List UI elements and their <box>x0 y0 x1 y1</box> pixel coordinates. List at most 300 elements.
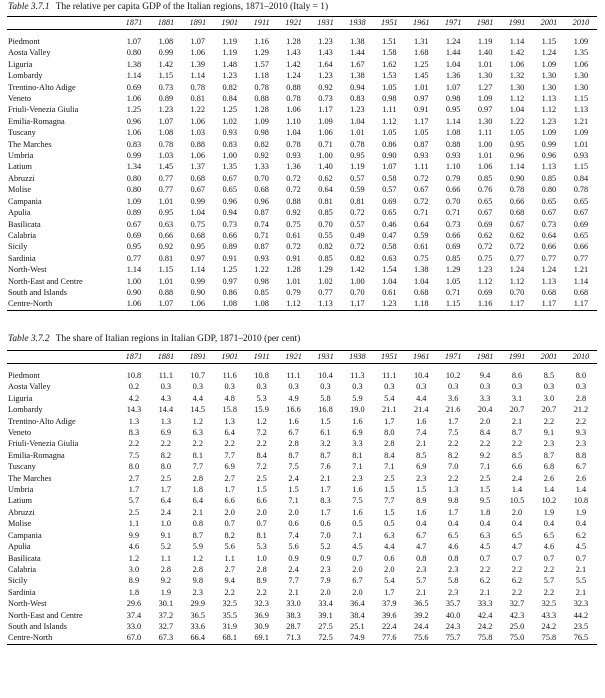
table-cell: 2.8 <box>192 564 203 574</box>
table-cell: 1.19 <box>350 162 365 172</box>
table-cell: 1.3 <box>160 416 172 426</box>
table-cell: 1.09 <box>477 94 493 104</box>
region-name: Trentino-Alto Adige <box>8 416 76 426</box>
table-cell: 43.3 <box>541 610 557 620</box>
table-cell: 1.06 <box>477 162 493 172</box>
table-cell: 2.7 <box>128 473 140 483</box>
table-cell: 2.3 <box>416 564 427 574</box>
table-cell: 4.4 <box>416 393 427 403</box>
table-cell: 0.92 <box>318 82 333 92</box>
table-cell: 0.9 <box>320 553 331 563</box>
region-name: Umbria <box>8 151 34 161</box>
table-cell: 1.57 <box>254 59 269 69</box>
year-header: 1951 <box>373 351 405 364</box>
table-cell: 75.0 <box>501 632 533 644</box>
table-cell: 0.77 <box>573 253 589 263</box>
table-cell: 1.19 <box>222 37 237 46</box>
table-cell: 0.3 <box>384 382 395 392</box>
table-cell: 8.3 <box>128 428 140 438</box>
year-header: 2001 <box>533 351 565 364</box>
region-name: Latium <box>8 496 32 506</box>
table-cell: 10.4 <box>413 371 429 380</box>
table-caption <box>8 334 300 344</box>
table-cell: 2.3 <box>352 473 363 483</box>
table-cell: 24.4 <box>413 621 429 631</box>
table-cell: 8.2 <box>224 530 235 540</box>
table-cell: 0.73 <box>222 219 237 229</box>
table-cell: 0.62 <box>318 173 333 183</box>
table-cell: 0.83 <box>126 139 142 149</box>
table-cell: 21.2 <box>573 405 589 415</box>
table-cell: 1.5 <box>416 485 427 495</box>
table-cell: 1.21 <box>573 116 589 126</box>
table-cell: 3.3 <box>352 439 363 449</box>
table-cell: 1.25 <box>126 105 142 115</box>
year-header: 2010 <box>565 17 597 30</box>
table-cell: 0.72 <box>286 185 301 195</box>
table-cell: 0.97 <box>222 276 237 286</box>
year-header: 1971 <box>437 351 469 364</box>
table-row <box>7 116 597 127</box>
year-header: 1891 <box>182 351 214 364</box>
table-row <box>7 427 597 438</box>
table-cell: 4.7 <box>416 542 427 552</box>
region-name: Calabria <box>8 230 37 240</box>
year-header: 1991 <box>501 351 533 364</box>
table-cell: 1.8 <box>128 587 140 597</box>
table-cell: 0.75 <box>286 219 301 229</box>
table-cell: 8.7 <box>288 450 299 460</box>
table-cell: 1.09 <box>573 37 589 46</box>
table-cell: 2.2 <box>543 416 555 426</box>
table-cell: 1.14 <box>509 162 525 172</box>
table-row <box>7 495 597 506</box>
table-cell: 1.42 <box>509 48 525 58</box>
region-name: Aosta Valley <box>8 48 51 58</box>
table-cell: 1.07 <box>382 162 397 172</box>
table-cell: 11.3 <box>350 371 365 380</box>
table-cell: 2.1 <box>192 507 203 517</box>
table-cell: 0.87 <box>254 208 269 218</box>
table-cell: 9.4 <box>479 371 491 380</box>
table-cell: 8.5 <box>416 450 427 460</box>
table-row <box>7 219 597 230</box>
table-cell: 2.5 <box>160 473 172 483</box>
region-name: Sicily <box>8 576 28 586</box>
table-cell: 0.85 <box>477 173 493 183</box>
table-cell: 69.1 <box>246 632 278 644</box>
year-header-row <box>7 351 597 364</box>
table-cell: 0.83 <box>222 139 237 149</box>
table-cell: 0.68 <box>573 287 589 297</box>
table-row <box>7 82 597 93</box>
table-cell: 8.7 <box>192 530 203 540</box>
table-cell: 6.9 <box>352 428 363 438</box>
table-row <box>7 230 597 241</box>
year-header: 1891 <box>182 17 214 30</box>
table-cell: 1.40 <box>318 162 333 172</box>
table-row <box>7 139 597 150</box>
table-cell: 0.78 <box>190 82 206 92</box>
table-cell: 1.05 <box>382 82 397 92</box>
table-cell: 5.8 <box>320 393 331 403</box>
table-cell: 36.9 <box>254 610 269 620</box>
table-cell: 1.45 <box>413 71 429 81</box>
table-cell: 0.61 <box>286 230 301 240</box>
table-cell: 3.0 <box>128 564 140 574</box>
table-cell: 72.5 <box>310 632 342 644</box>
table-cell: 0.95 <box>158 208 174 218</box>
table-cell: 20.7 <box>541 405 557 415</box>
table-cell: 0.5 <box>352 519 363 529</box>
table-cell: 1.1 <box>160 553 172 563</box>
region-name: Emilia-Romagna <box>8 116 65 126</box>
table-cell: 1.12 <box>477 276 493 286</box>
table-cell: 1.10 <box>286 116 301 126</box>
table-cell: 5.2 <box>160 542 172 552</box>
table-cell: 0.66 <box>158 230 174 240</box>
table-cell: 0.88 <box>190 139 206 149</box>
table-cell: 1.30 <box>509 82 525 92</box>
table-cell: 42.3 <box>509 610 525 620</box>
table-row <box>7 93 597 104</box>
table-cell: 0.95 <box>445 105 461 115</box>
table-cell: 0.68 <box>190 230 206 240</box>
table-title: The relative per capita GDP of the Italian regions, 1871–2010 (Italy = 1) <box>55 2 329 12</box>
table-cell: 5.7 <box>543 576 555 586</box>
table-cell: 1.09 <box>541 59 557 69</box>
table-cell: 0.93 <box>222 128 237 138</box>
table-cell: 0.80 <box>126 48 142 58</box>
table-cell: 0.99 <box>158 48 174 58</box>
table-cell: 0.67 <box>190 185 206 195</box>
table-cell: 0.72 <box>413 173 429 183</box>
table-cell: 6.7 <box>352 576 363 586</box>
table-cell: 1.01 <box>350 128 365 138</box>
table-cell: 10.5 <box>509 496 525 506</box>
table-cell: 0.63 <box>158 219 174 229</box>
table-cell: 19.0 <box>350 405 365 415</box>
year-header: 1981 <box>469 351 501 364</box>
table-cell: 8.9 <box>128 576 140 586</box>
table-cell: 5.4 <box>384 576 395 586</box>
table-cell: 0.67 <box>126 219 142 229</box>
table-row <box>7 507 597 518</box>
table-row <box>7 553 597 564</box>
table-cell: 24.3 <box>445 621 461 631</box>
table-cell: 0.73 <box>445 219 461 229</box>
table-cell: 0.90 <box>126 287 142 297</box>
table-cell: 3.2 <box>320 439 331 449</box>
table-cell: 2.0 <box>224 507 235 517</box>
table-cell: 0.95 <box>190 242 206 252</box>
table-cell: 10.2 <box>541 496 557 506</box>
table-cell: 0.78 <box>158 139 174 149</box>
table-cell: 0.8 <box>416 553 427 563</box>
table-cell: 2.2 <box>256 587 267 597</box>
table-cell: 0.75 <box>190 219 206 229</box>
table-cell: 3.1 <box>511 393 523 403</box>
table-cell: 0.3 <box>320 382 331 392</box>
table-cell: 8.9 <box>256 576 267 586</box>
table-cell: 7.0 <box>320 530 331 540</box>
table-cell: 1.25 <box>413 59 429 69</box>
table-cell: 1.17 <box>341 298 373 310</box>
region-name: Piedmont <box>8 371 40 380</box>
table-cell: 4.6 <box>128 542 140 552</box>
table-cell: 0.7 <box>543 553 555 563</box>
table-cell: 1.14 <box>509 37 525 46</box>
table-cell: 0.90 <box>190 287 206 297</box>
table-cell: 0.82 <box>254 139 269 149</box>
table-cell: 0.58 <box>382 173 397 183</box>
region-name: South and Islands <box>8 621 67 631</box>
table-cell: 0.95 <box>126 242 142 252</box>
table-cell: 1.04 <box>509 105 525 115</box>
table-cell: 0.91 <box>413 105 429 115</box>
table-cell: 36.4 <box>350 599 365 609</box>
table-cell: 1.08 <box>214 298 246 310</box>
table-cell: 1.01 <box>477 59 493 69</box>
table-cell: 2.0 <box>479 416 491 426</box>
table-cell: 2.2 <box>479 439 491 449</box>
table-cell: 1.4 <box>543 485 555 495</box>
table-cell: 1.7 <box>128 485 140 495</box>
table-cell: 6.6 <box>511 462 523 472</box>
table-cell: 2.2 <box>224 587 235 597</box>
table-cell: 1.03 <box>158 151 174 161</box>
table-cell: 42.4 <box>477 610 493 620</box>
table-cell: 2.0 <box>320 587 331 597</box>
table-cell: 2.4 <box>288 473 299 483</box>
table-cell: 0.64 <box>413 219 429 229</box>
table-cell: 0.92 <box>158 242 174 252</box>
year-header: 1881 <box>150 17 182 30</box>
table-cell: 33.3 <box>477 599 493 609</box>
table-cell: 11.1 <box>382 371 397 380</box>
table-cell: 1.2 <box>256 416 267 426</box>
table-cell: 0.49 <box>350 230 365 240</box>
table-cell: 0.67 <box>509 219 525 229</box>
table-cell: 40.0 <box>445 610 461 620</box>
table-cell: 30.9 <box>254 621 269 631</box>
table-cell: 1.31 <box>413 37 429 46</box>
table-cell: 1.08 <box>158 128 174 138</box>
table-row <box>7 161 597 172</box>
table-cell: 0.81 <box>318 196 333 206</box>
table-cell: 8.2 <box>160 450 172 460</box>
table-cell: 0.80 <box>126 185 142 195</box>
table-cell: 0.61 <box>413 242 429 252</box>
table-cell: 1.7 <box>384 416 395 426</box>
table-cell: 2.1 <box>575 587 587 597</box>
table-cell: 33.6 <box>190 621 206 631</box>
table-cell: 1.9 <box>543 507 555 517</box>
table-cell: 1.10 <box>445 162 461 172</box>
table-cell: 8.7 <box>543 450 555 460</box>
region-name: North-West <box>8 599 47 609</box>
table-cell: 0.67 <box>222 173 237 183</box>
table-cell: 1.22 <box>509 116 525 126</box>
table-cell: 38.3 <box>286 610 301 620</box>
table-cell: 5.7 <box>128 496 140 506</box>
table-cell: 0.84 <box>573 173 589 183</box>
table-cell: 0.61 <box>382 287 397 297</box>
table-cell: 0.69 <box>573 219 589 229</box>
year-header: 1911 <box>246 17 278 30</box>
table-cell: 1.37 <box>190 162 206 172</box>
table-cell: 0.7 <box>511 553 523 563</box>
table-cell: 8.3 <box>320 496 331 506</box>
region-name: Sardinia <box>8 587 36 597</box>
table-cell: 7.2 <box>256 428 267 438</box>
table-cell: 0.85 <box>318 208 333 218</box>
table-cell: 37.2 <box>158 610 174 620</box>
region-name: Tuscany <box>8 462 36 472</box>
table-cell: 20.4 <box>477 405 493 415</box>
table-cell: 5.8 <box>447 576 459 586</box>
year-header: 1938 <box>341 351 373 364</box>
table-cell: 0.91 <box>222 253 237 263</box>
table-cell: 1.42 <box>350 265 365 275</box>
region-name: Abruzzi <box>8 173 35 183</box>
table-cell: 8.0 <box>575 371 587 380</box>
table-row <box>7 473 597 484</box>
table-cell: 0.98 <box>445 94 461 104</box>
table-cell: 6.1 <box>320 428 331 438</box>
table-cell: 1.17 <box>413 116 429 126</box>
table-cell: 38.4 <box>350 610 365 620</box>
table-row <box>7 438 597 449</box>
table-cell: 0.79 <box>286 287 301 297</box>
table-row <box>7 450 597 461</box>
table-cell: 0.70 <box>509 287 525 297</box>
table-cell: 3.6 <box>447 393 459 403</box>
table-cell: 0.88 <box>286 196 301 206</box>
table-cell: 28.7 <box>286 621 301 631</box>
table-cell: 0.78 <box>509 185 525 195</box>
table-cell: 8.5 <box>511 450 523 460</box>
table-cell: 4.7 <box>511 542 523 552</box>
table-cell: 2.2 <box>447 439 459 449</box>
table-cell: 1.12 <box>278 298 310 310</box>
table-cell: 0.62 <box>477 230 493 240</box>
table-cell: 7.1 <box>384 462 395 472</box>
table-cell: 1.04 <box>382 276 397 286</box>
table-cell: 1.4 <box>575 485 587 495</box>
table-cell: 1.44 <box>350 48 365 58</box>
table-cell: 33.0 <box>286 599 301 609</box>
table-cell: 1.04 <box>445 59 461 69</box>
table-row <box>7 70 597 81</box>
table-cell: 0.62 <box>509 230 525 240</box>
table-cell: 1.22 <box>254 265 269 275</box>
table-cell: 7.5 <box>288 462 299 472</box>
table-cell: 1.00 <box>477 139 493 149</box>
year-header: 1981 <box>469 17 501 30</box>
region-name: Trentino-Alto Adige <box>8 82 76 92</box>
table-cell: 4.6 <box>543 542 555 552</box>
table-cell: 0.77 <box>318 287 333 297</box>
table-cell: 2.8 <box>384 439 395 449</box>
table-cell: 1.17 <box>318 105 333 115</box>
table-cell: 1.3 <box>224 416 235 426</box>
table-body <box>7 30 597 311</box>
table-title: The share of Italian regions in Italian GDP, 1871–2010 (per cent) <box>55 334 301 344</box>
table-cell: 1.6 <box>416 416 427 426</box>
table-cell: 1.09 <box>573 128 589 138</box>
table-cell: 1.13 <box>541 276 557 286</box>
table-cell: 7.7 <box>224 450 235 460</box>
table-cell: 0.78 <box>286 94 301 104</box>
table-cell: 1.01 <box>413 82 429 92</box>
table-cell: 75.8 <box>533 632 565 644</box>
table-cell: 0.78 <box>286 139 301 149</box>
table-cell: 37.4 <box>126 610 142 620</box>
table-cell: 9.1 <box>160 530 172 540</box>
table-cell: 1.0 <box>256 553 267 563</box>
region-name: North-East and Centre <box>8 610 83 620</box>
table-cell: 0.70 <box>445 196 461 206</box>
table-cell: 1.5 <box>384 485 395 495</box>
table-cell: 0.65 <box>222 185 237 195</box>
table-cell: 2.1 <box>320 473 331 483</box>
table-cell: 0.86 <box>382 139 397 149</box>
region-name: Emilia-Romagna <box>8 450 65 460</box>
table-cell: 77.6 <box>373 632 405 644</box>
table-row <box>7 404 597 415</box>
table-cell: 35.5 <box>222 610 237 620</box>
year-header: 1951 <box>373 17 405 30</box>
table-cell: 4.4 <box>192 393 203 403</box>
year-header: 1871 <box>118 351 150 364</box>
table-cell: 6.5 <box>543 530 555 540</box>
table-cell: 1.40 <box>477 48 493 58</box>
table-cell: 0.96 <box>509 151 525 161</box>
table-cell: 2.3 <box>543 439 555 449</box>
table-cell: 0.3 <box>447 382 459 392</box>
table-cell: 6.7 <box>416 530 427 540</box>
table-cell: 1.11 <box>477 128 493 138</box>
table-cell: 2.0 <box>352 587 363 597</box>
table-cell: 0.63 <box>382 253 397 263</box>
table-cell: 0.94 <box>350 82 365 92</box>
table-cell: 0.69 <box>126 230 142 240</box>
table-cell: 1.8 <box>479 507 491 517</box>
table-cell: 1.02 <box>222 116 237 126</box>
table-cell: 0.78 <box>350 139 365 149</box>
region-name: Sardinia <box>8 253 36 263</box>
table-cell: 1.5 <box>479 485 491 495</box>
table-cell: 10.8 <box>573 496 589 506</box>
table-cell: 2.2 <box>543 564 555 574</box>
table-cell: 5.4 <box>384 393 395 403</box>
table-cell: 25.0 <box>509 621 525 631</box>
table-row <box>7 587 597 598</box>
year-header: 1901 <box>214 351 246 364</box>
table-cell: 1.30 <box>541 82 557 92</box>
table-cell: 0.97 <box>413 94 429 104</box>
table-cell: 6.3 <box>192 428 203 438</box>
table-cell: 5.5 <box>575 576 587 586</box>
table-cell: 2.7 <box>224 473 235 483</box>
table-cell: 0.87 <box>413 139 429 149</box>
table-row <box>7 196 597 207</box>
region-name: North-West <box>8 265 47 275</box>
table-cell: 2.2 <box>543 587 555 597</box>
table-cell: 0.67 <box>413 185 429 195</box>
table-cell: 1.67 <box>350 59 365 69</box>
